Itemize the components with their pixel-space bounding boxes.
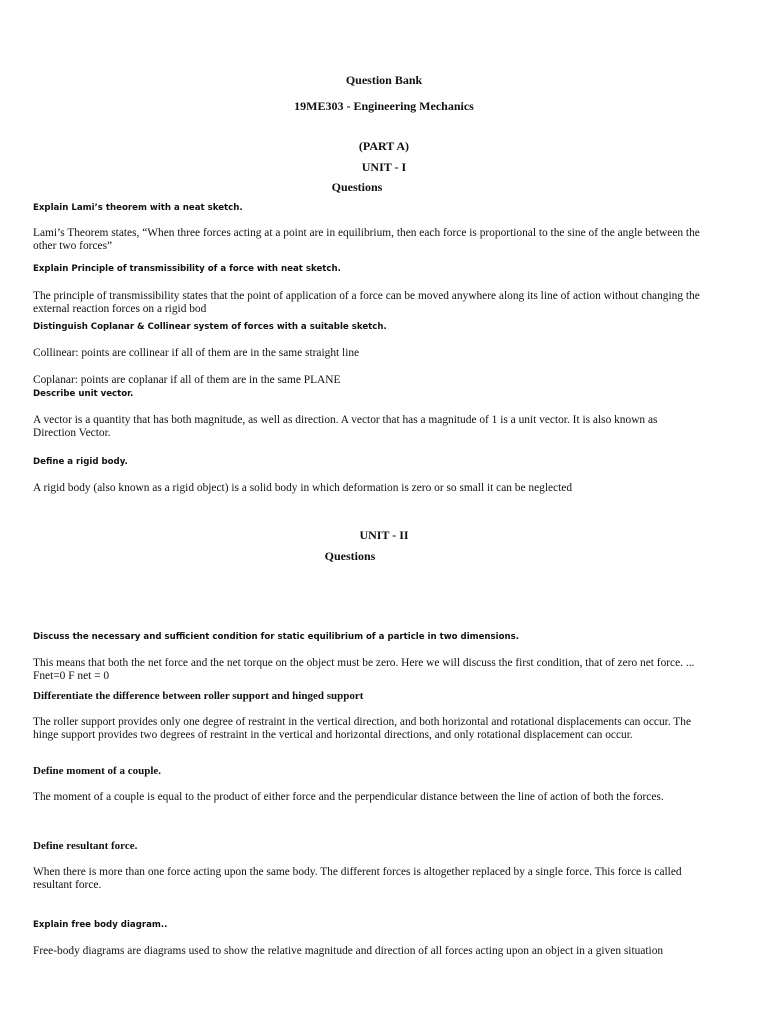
question-static-equilibrium: Discuss the necessary and sufficient condition for static equilibrium of a particle in two dimensions.	[33, 632, 520, 642]
answer-supports: The roller support provides only one degree of restraint in the vertical direction, and both horizontal and rotational displacements can occur. The hinge support provides two degrees of restraint in the vertical and horizontal directions, and only rotational displacement can occur.	[33, 716, 692, 741]
question-resultant-force: Define resultant force.	[33, 840, 138, 852]
unit-2-questions-heading: Questions	[324, 549, 376, 563]
answer-coplanar: Coplanar: points are coplanar if all of them are in the same PLANE	[33, 374, 341, 386]
question-coplanar-collinear: Distinguish Coplanar & Collinear system of forces with a suitable sketch.	[33, 322, 387, 332]
question-transmissibility: Explain Principle of transmissibility of a force with neat sketch.	[33, 264, 341, 274]
unit-1-heading: UNIT - I	[361, 160, 407, 174]
answer-free-body: Free-body diagrams are diagrams used to show the relative magnitude and direction of all forces acting upon an object in a given situation	[33, 945, 664, 957]
answer-collinear: Collinear: points are collinear if all of them are in the same straight line	[33, 347, 360, 359]
document-title: Question Bank	[345, 73, 423, 87]
answer-resultant-force: When there is more than one force acting upon the same body. The different forces is altogether replaced by a single force. This force is called resultant force.	[33, 866, 682, 891]
unit-2-heading: UNIT - II	[359, 528, 409, 542]
question-supports: Differentiate the difference between roller support and hinged support	[33, 690, 364, 702]
answer-static-equilibrium: This means that both the net force and the net torque on the object must be zero. Here we will discuss the first condition, that of zero net force. ... Fnet=0 F net = 0	[33, 657, 695, 682]
question-unit-vector: Describe unit vector.	[33, 389, 134, 399]
question-rigid-body: Define a rigid body.	[33, 457, 128, 467]
answer-rigid-body: A rigid body (also known as a rigid object) is a solid body in which deformation is zero or so small it can be neglected	[33, 482, 573, 494]
question-free-body: Explain free body diagram..	[33, 920, 168, 930]
question-moment-couple: Define moment of a couple.	[33, 765, 162, 777]
answer-transmissibility: The principle of transmissibility states that the point of application of a force can be moved anywhere along its line of action without changing the external reaction forces on a rigid bod	[33, 290, 700, 315]
answer-moment-couple: The moment of a couple is equal to the product of either force and the perpendicular distance between the line of action of both the forces.	[33, 791, 664, 803]
part-heading: (PART A)	[358, 139, 410, 153]
course-title: 19ME303 - Engineering Mechanics	[294, 99, 474, 113]
answer-lami: Lami’s Theorem states, “When three forces acting at a point are in equilibrium, then each force is proportional to the sine of the angle between the other two forces”	[33, 227, 700, 252]
answer-unit-vector: A vector is a quantity that has both magnitude, as well as direction. A vector that has a magnitude of 1 is a unit vector. It is also known as Direction Vector.	[33, 414, 658, 439]
question-lami: Explain Lami’s theorem with a neat sketch.	[33, 203, 243, 213]
unit-1-questions-heading: Questions	[331, 180, 383, 194]
